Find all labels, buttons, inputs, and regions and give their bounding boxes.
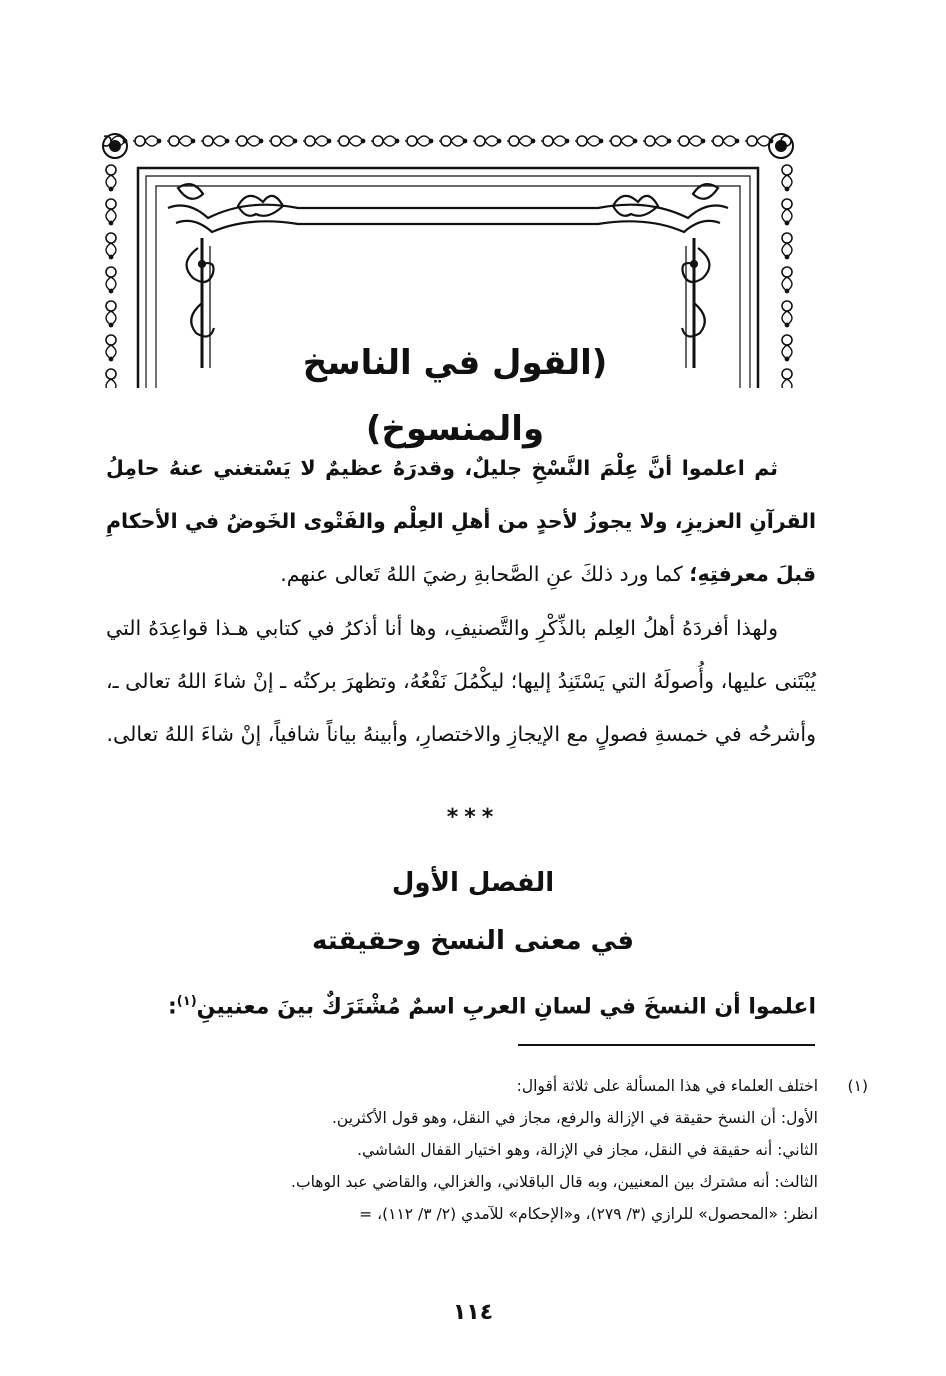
footnote-line: انظر: «المحصول» للرازي (٣/ ٢٧٩)، و«الإحكام» للآمدي (٢/ ٣/ ١١٢)، = [359, 1205, 818, 1223]
lead-colon: : [167, 994, 177, 1020]
section-lead-sentence [168, 980, 816, 1029]
paragraph-1-rest-text: كما ورد ذلكَ عنِ الصَّحابةِ رضيَ اللهُ تَعالى عنهم. [280, 562, 690, 586]
footnote-line: اختلف العلماء في هذا المسألة على ثلاثة أقوال: [516, 1077, 818, 1095]
paragraph-2-text: ولهذا أفردَهُ أهلُ العِلم بالذِّكْرِ والتَّصنيفِ، وها أنا أذكرُ في كتابي هـذا قواعِدَهُ التي يُبْتَنى عليها، وأُصولَهُ التي يَسْتَنِدُ إليها؛ ليكْمُلَ نَفْعُهُ، وتظهرَ بركتُه ـ إنْ شاءَ اللهُ تعالى ـ، وأشرحُه في خمسةِ فصولٍ مع الإيجازِ والاختصارِ، وأبينهُ بياناً شافياً، إنْ شاءَ اللهُ تعالى. [106, 616, 816, 746]
section-heading: الفصل الأول [391, 868, 555, 898]
footnote-reference[interactable]: (١) [176, 994, 197, 1009]
footnote-line: الأول: أن النسخ حقيقة في الإزالة والرفع، مجاز في النقل، وهو قول الأكثرين. [331, 1109, 818, 1127]
footnote-number: (١) [847, 1077, 868, 1095]
footnote-line: الثاني: أنه حقيقة في النقل، مجاز في الإزالة، وهو اختيار القفال الشاشي. [357, 1141, 818, 1159]
footnote-divider [518, 1044, 815, 1046]
paragraph-1-bold-text: ثم اعلموا أنَّ عِلْمَ النَّسْخِ جليلٌ، وقدرَهُ عظيمٌ لا يَسْتغني عنهُ حامِلُ القرآنِ العزيزِ، ولا يجوزُ لأحدٍ من أهلِ العِلْم والفَتْوى الخَوضُ في الأحكامِ قبلَ معرفتِهِ؛ [106, 456, 816, 586]
section-separator: *** [446, 805, 500, 830]
chapter-title: (القول في الناسخ والمنسوخ) [240, 330, 670, 400]
section-subheading: في معنى النسخ وحقيقته [312, 926, 634, 956]
page-number: ١١٤ [452, 1300, 494, 1325]
lead-text: اعلموا أن النسخَ في لسانِ العربِ اسمٌ مُشْتَرَكٌ بينَ معنيينِ [196, 994, 816, 1020]
footnote-line: الثالث: أنه مشترك بين المعنيين، وبه قال الباقلاني، والغزالي، والقاضي عبد الوهاب. [291, 1173, 818, 1191]
footnotes [118, 1070, 868, 1230]
body-paragraph-2 [106, 602, 816, 761]
body-paragraph-1 [106, 442, 816, 601]
